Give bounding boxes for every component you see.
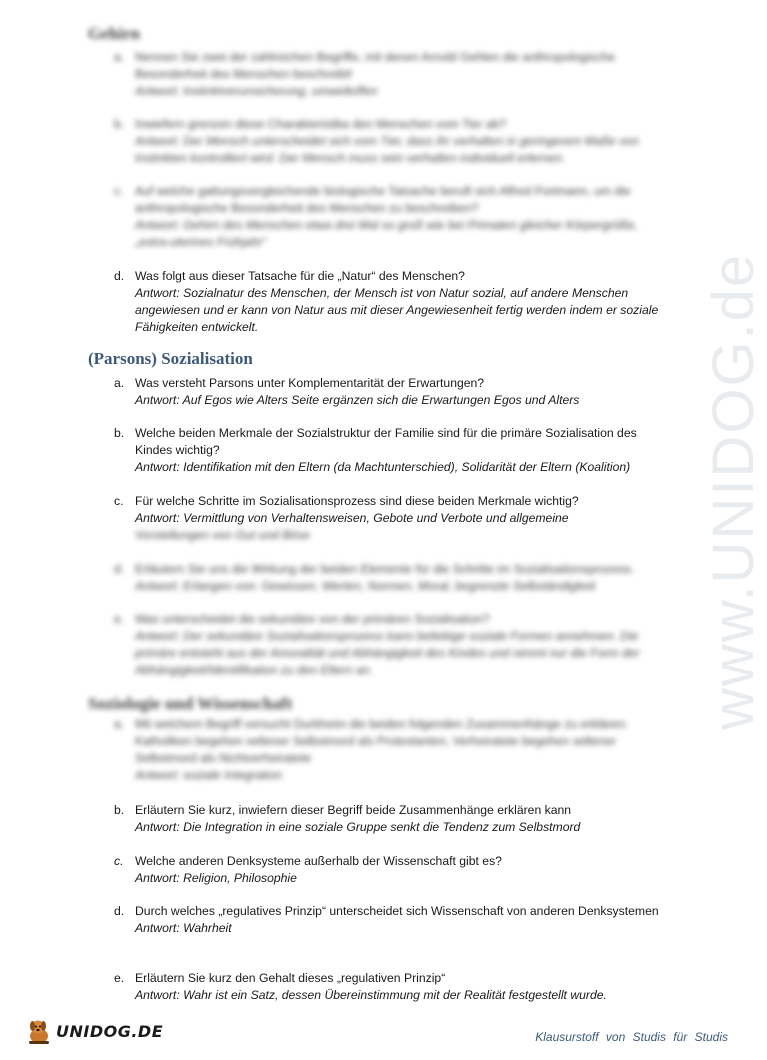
item-label: a. xyxy=(114,717,125,731)
answer-text: Antwort: Religion, Philosophie xyxy=(135,871,297,885)
answer-text: Antwort: Wahr ist ein Satz, dessen Übereinstimmung mit der Realität festgestellt wurde. xyxy=(135,988,607,1002)
question-item xyxy=(114,116,674,167)
answer-text: Antwort: Identifikation mit den Eltern (da Machtunterschied), Solidarität der Eltern (Koalition) xyxy=(135,460,631,474)
footer-tagline: Klausurstoff von Studis für Studis xyxy=(535,1030,728,1044)
item-label: e. xyxy=(114,971,125,985)
question-item xyxy=(114,611,674,679)
section-heading-sozialisation: (Parsons) Sozialisation xyxy=(88,349,253,368)
item-label: c. xyxy=(114,184,124,198)
answer-text: Antwort: Der sekundäre Sozialisationsprozess kann beliebige soziale Formen annehmen. Die primäre entsteht aus der Amoralität und Abhängigkeit des Kindes und nimmt nur die Form der Abhängigkeit/Identifikation zu den Eltern an. xyxy=(135,629,640,677)
item-label: c. xyxy=(114,854,124,868)
question-text: Was unterscheidet die sekundäre von der primären Sozialisation? xyxy=(135,612,490,626)
question-text: Welche beiden Merkmale der Sozialstruktur der Familie sind für die primäre Sozialisation des Kindes wichtig? xyxy=(135,426,637,457)
question-item xyxy=(114,716,674,784)
answer-text-continued: Vorstellungen von Gut und Böse xyxy=(135,528,311,542)
question-text: Inwiefern grenzen diese Charakteristika den Menschen vom Tier ab? xyxy=(135,117,507,131)
answer-text: Antwort: Erlangen von: Gewissen, Werten, Normen, Moral, begrenzte Selbständigkeit xyxy=(135,579,596,593)
question-item xyxy=(114,493,674,544)
question-item xyxy=(114,970,674,1004)
item-label: a. xyxy=(114,376,125,390)
question-text: Erläutern Sie kurz, inwiefern dieser Begriff beide Zusammenhänge erklären kann xyxy=(135,803,572,817)
item-label: d. xyxy=(114,269,125,283)
answer-text: Antwort: soziale Integration xyxy=(135,768,283,782)
question-text: Durch welches „regulatives Prinzip“ unterscheidet sich Wissenschaft von anderen Denksystemen xyxy=(135,904,659,918)
dog-icon xyxy=(24,1016,54,1046)
item-label: b. xyxy=(114,117,125,131)
question-item xyxy=(114,375,674,409)
question-text: Was folgt aus dieser Tatsache für die „Natur“ des Menschen? xyxy=(135,269,465,283)
question-item xyxy=(114,802,674,836)
item-label: a. xyxy=(114,50,125,64)
answer-text: Antwort: Auf Egos wie Alters Seite ergänzen sich die Erwartungen Egos und Alters xyxy=(135,393,580,407)
question-item xyxy=(114,268,674,336)
answer-text: Antwort: Vermittlung von Verhaltensweisen, Gebote und Verbote und allgemeine xyxy=(135,511,569,525)
question-text: Was versteht Parsons unter Komplementarität der Erwartungen? xyxy=(135,376,485,390)
item-label: b. xyxy=(114,426,125,440)
question-item xyxy=(114,903,674,937)
question-item xyxy=(114,425,674,476)
question-item xyxy=(114,49,674,100)
unidog-logo[interactable] xyxy=(24,1016,163,1046)
item-label: b. xyxy=(114,803,125,817)
question-text: Erläutern Sie uns die Wirkung der beiden Elemente für die Schritte im Sozialisationsprozess. xyxy=(135,562,635,576)
question-text: Mit welchem Begriff versucht Durkheim die beiden folgenden Zusammenhänge zu erklären: Katholiken begehen seltener Selbstmord als Protestanten, Verheiratete begehen seltener Selbstmord als Nichtverheiratete xyxy=(135,717,628,765)
answer-text: Antwort: Der Mensch unterscheidet sich vom Tier, dass ihr verhalten in geringerem Maße von Instinkten kontrolliert wird. Der Mensch muss sein verhalten individuell erlernen. xyxy=(135,134,639,165)
question-item xyxy=(114,561,674,595)
answer-text: Antwort: Gehirn des Menschen etwa drei Mal so groß wie bei Primaten gleicher Körpergröße, „extra-uterines Frühjahr“ xyxy=(135,218,638,249)
question-text: Auf welche gattungsvergleichende biologische Tatsache beruft sich Alfred Portmann, um die anthropologische Besonderheit des Menschen zu beschreiben? xyxy=(135,184,631,215)
section-heading-wissenschaft: Soziologie und Wissenschaft xyxy=(88,694,293,713)
question-text: Welche anderen Denksysteme außerhalb der Wissenschaft gibt es? xyxy=(135,854,502,868)
question-text: Nennen Sie zwei der zahlreichen Begriffe, mit denen Arnold Gehlen die anthropologische Besonderheit des Menschen beschreibt! xyxy=(135,50,616,81)
question-item xyxy=(114,853,674,887)
watermark: www.UNIDOG.de xyxy=(701,252,766,730)
item-label: d. xyxy=(114,904,125,918)
question-item xyxy=(114,183,674,251)
item-label: d. xyxy=(114,562,125,576)
answer-text: Antwort: Instinktverunsicherung, umweltoffen xyxy=(135,84,378,98)
question-text: Erläutern Sie kurz den Gehalt dieses „regulativen Prinzip“ xyxy=(135,971,446,985)
question-text: Für welche Schritte im Sozialisationsprozess sind diese beiden Merkmale wichtig? xyxy=(135,494,579,508)
logo-text: UNIDOG.DE xyxy=(56,1021,164,1041)
section-heading-gehirn: Gehirn xyxy=(88,24,140,43)
item-label: c. xyxy=(114,494,124,508)
answer-text: Antwort: Wahrheit xyxy=(135,921,232,935)
item-label: e. xyxy=(114,612,125,626)
answer-text: Antwort: Sozialnatur des Menschen, der Mensch ist von Natur sozial, auf andere Menschen angewiesen und er kann von Natur aus mit dieser Angewiesenheit fertig werden indem er soziale Fähigkeiten entwickelt. xyxy=(135,286,659,334)
answer-text: Antwort: Die Integration in eine soziale Gruppe senkt die Tendenz zum Selbstmord xyxy=(135,820,581,834)
